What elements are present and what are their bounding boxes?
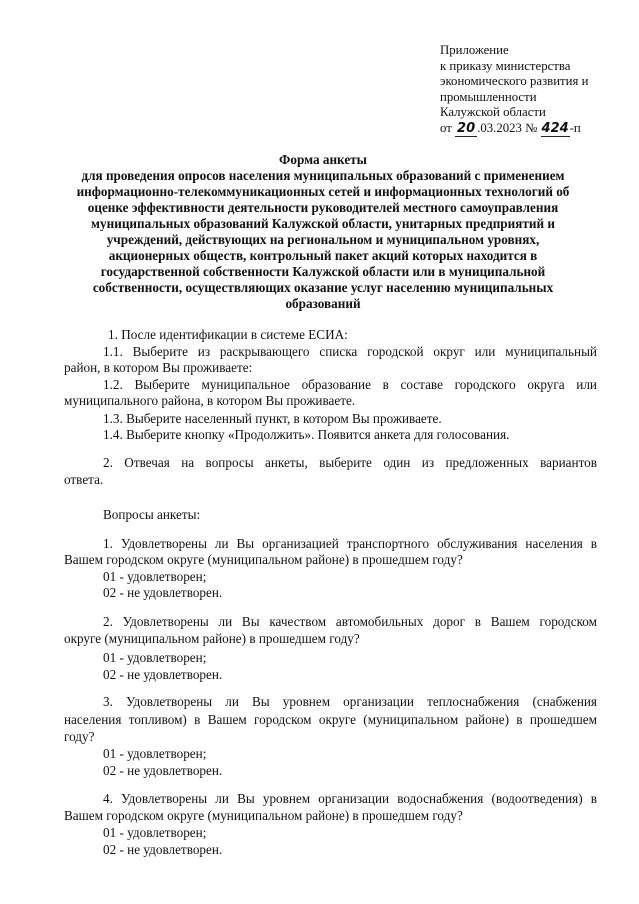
answer-option: 01 - удовлетворен; [103, 825, 207, 840]
question-4-line: 4. Удовлетворены ли Вы уровнем организации водоснабжения (водоотведения) в [103, 791, 597, 806]
title-line: для проведения опросов населения муниципальных образований с применением [81, 168, 565, 183]
annex-line: промышленности [440, 89, 537, 104]
date-day: 20 [457, 120, 476, 136]
instruction-1: 1. После идентификации в системе ЕСИА: [108, 327, 348, 342]
instruction-2: 2. Отвечая на вопросы анкеты, выберите один из предложенных вариантов [103, 455, 597, 470]
answer-option: 01 - удовлетворен; [103, 569, 207, 584]
annex-line: Калужской области [440, 105, 546, 120]
title-line: образований [285, 296, 361, 311]
title-heading: Форма анкеты [279, 152, 367, 167]
question-1-line: 1. Удовлетворены ли Вы организацией транспортного обслуживания населения в [103, 536, 597, 551]
answer-option: 02 - не удовлетворен. [103, 842, 223, 857]
questions-heading: Вопросы анкеты: [103, 507, 201, 522]
question-2-line: округе (муниципальном районе) в прошедшем году? [64, 631, 360, 646]
annex-date-line [440, 121, 632, 137]
title-line: собственности, осуществляющих оказание услуг населению муниципальных [92, 280, 554, 295]
instruction-1-3: 1.3. Выберите населенный пункт, в котором Вы проживаете. [103, 411, 442, 426]
instruction-1-2: 1.2. Выберите муниципальное образование в составе городского округа или [103, 377, 597, 392]
question-3-line: году? [64, 729, 95, 744]
title-line: оценке эффективности деятельности руководителей местного самоуправления [87, 200, 559, 215]
title-line: акционерных обществ, контрольный пакет акций которых находится в [108, 248, 538, 263]
order-suffix: -п [569, 120, 581, 135]
question-2-line: 2. Удовлетворены ли Вы качеством автомобильных дорог в Вашем городском [103, 614, 597, 629]
title-line: государственной собственности Калужской области или в муниципальной [100, 264, 546, 279]
date-prefix: от [440, 120, 452, 135]
question-4-line: Вашем городском округе (муниципальном районе) в прошедшем году? [64, 808, 463, 823]
answer-option: 02 - не удовлетворен. [103, 585, 223, 600]
instruction-2-cont: ответа. [64, 472, 104, 487]
document-title [58, 152, 588, 312]
instruction-1-1-cont: район, в котором Вы проживаете: [64, 360, 253, 375]
instruction-1-4: 1.4. Выберите кнопку «Продолжить». Появится анкета для голосования. [103, 427, 510, 442]
answer-option: 02 - не удовлетворен. [103, 763, 223, 778]
title-line: учреждений, действующих на региональном и муниципальном уровнях, [106, 232, 540, 247]
title-line: муниципальных образований Калужской области, унитарных предприятий и [91, 216, 555, 231]
instruction-1-1: 1.1. Выберите из раскрывающего списка городской округ или муниципальный [103, 344, 597, 359]
annex-line: Приложение [440, 43, 509, 57]
question-3-line: населения топливом) в Вашем городском округе (муниципальном районе) в прошедшем [64, 712, 597, 727]
answer-option: 02 - не удовлетворен. [103, 667, 223, 682]
annex-block [440, 43, 632, 137]
answer-option: 01 - удовлетворен; [103, 746, 207, 761]
question-1-line: Вашем городском округе (муниципальном районе) в прошедшем году? [64, 552, 463, 567]
order-number: 424 [541, 120, 569, 136]
annex-line: экономического развития и [440, 74, 589, 89]
question-3-line: 3. Удовлетворены ли Вы уровнем организации теплоснабжения (снабжения [103, 694, 597, 709]
title-line: информационно-телекоммуникационных сетей и информационных технологий об [76, 184, 570, 199]
answer-option: 01 - удовлетворен; [103, 650, 207, 665]
annex-line: к приказу министерства [440, 58, 571, 73]
date-rest: .03.2023 № [477, 120, 538, 135]
instruction-1-2-cont: муниципального района, в котором Вы проживаете. [64, 393, 356, 408]
